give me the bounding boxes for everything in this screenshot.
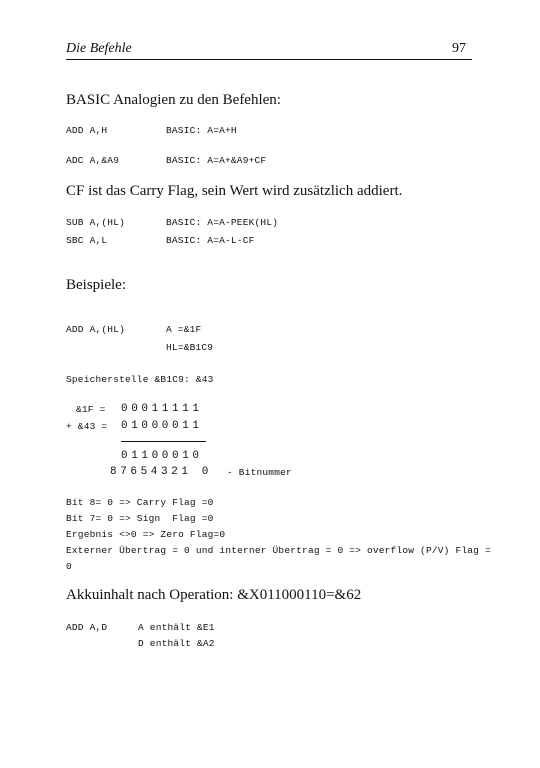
example-command: ADD A,(HL)	[66, 324, 126, 335]
section-heading-analogies: BASIC Analogien zu den Befehlen:	[66, 92, 281, 108]
code-basic-equivalent: BASIC: A=A+H	[166, 125, 237, 136]
result-bits: 01100010	[121, 450, 203, 462]
carry-flag-note: CF ist das Carry Flag, sein Wert wird zusätzlich addiert.	[66, 183, 403, 199]
code-basic-equivalent: BASIC: A=A-PEEK(HL)	[166, 217, 279, 228]
final-register-a: A enthält &E1	[138, 622, 215, 633]
register-a-value: A =&1F	[166, 324, 202, 335]
flag-line: Externer Übertrag = 0 und interner Übertrag = 0 => overflow (P/V) Flag =	[66, 545, 491, 556]
flag-line: 0	[66, 561, 72, 572]
sum-rule	[121, 441, 206, 442]
addend-bits: 00011111	[121, 403, 203, 415]
final-command: ADD A,D	[66, 622, 108, 633]
header-rule	[66, 59, 472, 60]
running-header-title: Die Befehle	[66, 41, 132, 56]
flag-line: Ergebnis <>0 => Zero Flag=0	[66, 529, 226, 540]
code-command: ADD A,H	[66, 125, 108, 136]
code-command: SUB A,(HL)	[66, 217, 126, 228]
flag-line: Bit 7= 0 => Sign Flag =0	[66, 513, 214, 524]
flag-line: Bit 8= 0 => Carry Flag =0	[66, 497, 214, 508]
bit-number-row: 87654321 0	[110, 466, 213, 478]
page-number: 97	[452, 41, 466, 56]
accumulator-result: Akkuinhalt nach Operation: &X011000110=&62	[66, 587, 362, 603]
augend-bits: 01000011	[121, 420, 203, 432]
code-basic-equivalent: BASIC: A=A+&A9+CF	[166, 155, 267, 166]
register-hl-value: HL=&B1C9	[166, 342, 214, 353]
code-command: ADC A,&A9	[66, 155, 120, 166]
final-register-d: D enthält &A2	[138, 638, 215, 649]
memory-location: Speicherstelle &B1C9: &43	[66, 374, 214, 385]
code-command: SBC A,L	[66, 235, 108, 246]
addend-label: &1F =	[76, 404, 106, 415]
augend-label: + &43 =	[66, 421, 108, 432]
code-basic-equivalent: BASIC: A=A-L-CF	[166, 235, 255, 246]
bit-number-caption: - Bitnummer	[227, 467, 292, 478]
section-heading-examples: Beispiele:	[66, 277, 126, 293]
